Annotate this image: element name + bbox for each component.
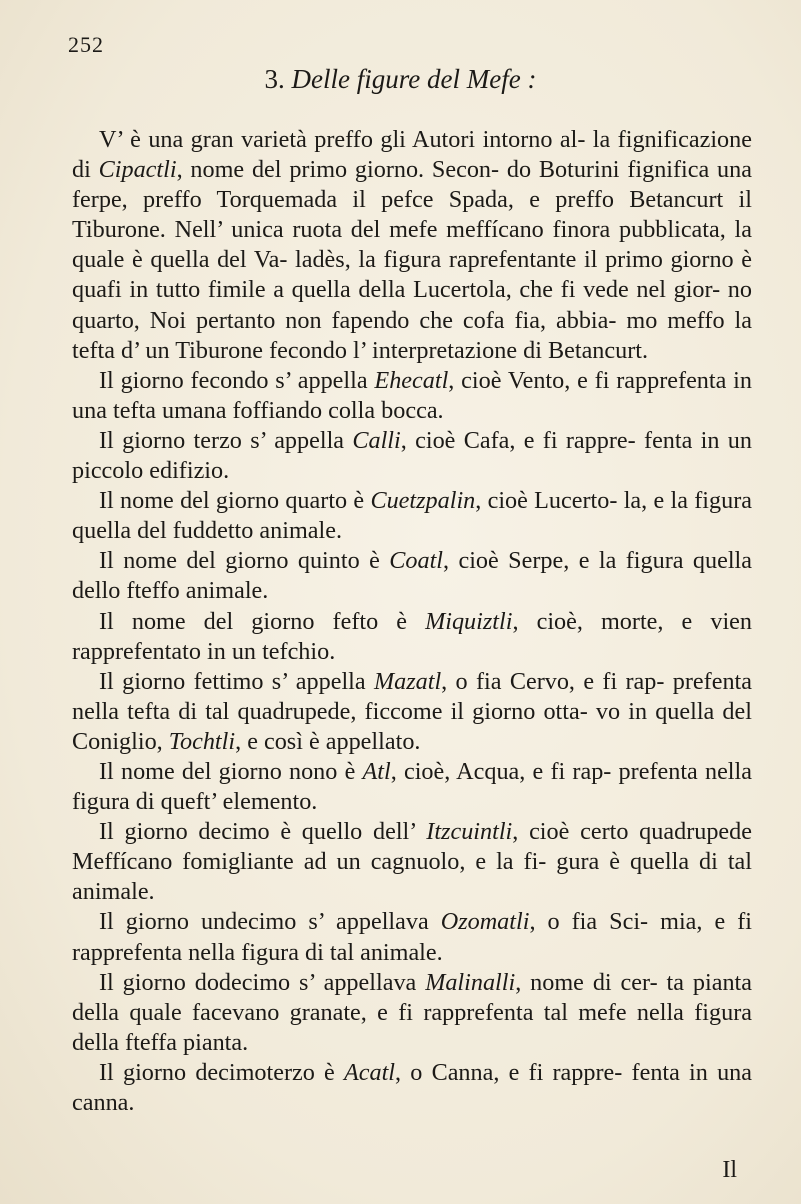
text-run: , cioè, Acqua, e fi rap- prefenta nella figura di queft’ elemento. bbox=[72, 757, 752, 816]
page-number: 252 bbox=[68, 32, 104, 57]
paragraph bbox=[72, 1058, 752, 1118]
paragraph bbox=[72, 546, 752, 606]
text-run: V’ è una gran varietà preffo gli Autori intorno al- la fignificazione di bbox=[72, 126, 752, 184]
text-run: Il giorno fettimo s’ appella bbox=[99, 667, 374, 695]
text-run: , cioè Vento, e fi rapprefenta in una tefta umana foffiando colla bocca. bbox=[72, 366, 752, 424]
paragraph bbox=[72, 125, 752, 366]
text-run: Il nome del giorno fefto è bbox=[99, 607, 426, 635]
section-number: 3. bbox=[264, 64, 285, 94]
text-run: , cioè Cafa, e fi rappre- fenta in un piccolo edifizio. bbox=[72, 426, 752, 485]
text-run: , cioè certo quadrupede Meffícano fomigliante ad un cagnuolo, e la fi- gura è quella di tal animale. bbox=[72, 818, 752, 906]
text-run: , o fia Sci- mia, e fi rapprefenta nella figura di tal animale. bbox=[72, 908, 752, 966]
nahuatl-term: Atl bbox=[362, 757, 391, 785]
paragraph bbox=[72, 426, 752, 486]
text-run: Il nome del giorno quinto è bbox=[99, 547, 390, 575]
text-run: , nome del primo giorno. Secon- do Boturini fignifica una ferpe, preffo Torquemada il pefce Spada, e preffo Betancurt il Tiburone. Nell’ unica ruota del mefe meffícano finora pubblicata, la quale è quella del Va- ladès, la figura raprefentante il primo giorno è quafi in tutto fimile a quella della Lucertola, che fi vede nel gior- no quarto, Noi pertanto non fapendo che cofa fia, abbia- mo meffo la tefta d’ un Tiburone fecondo l’ interpretazione di Betancurt. bbox=[72, 156, 752, 364]
nahuatl-term: Ehecatl bbox=[374, 366, 449, 394]
nahuatl-term: Tochtli bbox=[168, 727, 236, 755]
nahuatl-term: Malinalli bbox=[425, 968, 516, 996]
text-run: Il giorno terzo s’ appella bbox=[99, 426, 353, 454]
section-title: Delle figure del Mefe : bbox=[291, 64, 537, 94]
nahuatl-term: Coatl bbox=[389, 547, 444, 575]
text-run: , nome di cer- ta pianta della quale facevano granate, e fi rapprefenta tal mefe nella figura della fteffa pianta. bbox=[72, 968, 753, 1056]
nahuatl-term: Cipactli bbox=[98, 156, 177, 184]
text-run: , cioè Lucerto- la, e la figura quella del fuddetto animale. bbox=[72, 487, 752, 545]
text-run: , o Canna, e fi rappre- fenta in una canna. bbox=[72, 1058, 752, 1116]
paragraph bbox=[72, 817, 752, 907]
nahuatl-term: Acatl bbox=[343, 1058, 396, 1086]
nahuatl-term: Mazatl bbox=[373, 667, 442, 695]
text-run: Il giorno undecimo s’ appellava bbox=[99, 908, 441, 936]
text-run: Il nome del giorno nono è bbox=[99, 757, 363, 785]
text-run: Il nome del giorno quarto è bbox=[99, 487, 371, 515]
nahuatl-term: Itzcuintli bbox=[426, 818, 513, 846]
text-run: , o fia Cervo, e fi rap- prefenta nella tefta di tal quadrupede, ficcome il giorno otta- vo in quella del Coniglio, bbox=[72, 667, 752, 755]
paragraph bbox=[72, 607, 752, 667]
paragraph bbox=[72, 667, 752, 757]
text-run: Il giorno fecondo s’ appella bbox=[99, 366, 375, 394]
nahuatl-term: Cuetzpalin bbox=[370, 487, 476, 515]
text-run: Il giorno decimoterzo è bbox=[99, 1058, 344, 1086]
text-run: , cioè, morte, e vien rapprefentato in un tefchio. bbox=[72, 607, 752, 665]
paragraph bbox=[72, 968, 752, 1058]
paragraph bbox=[72, 486, 752, 546]
paragraph bbox=[72, 907, 752, 967]
catchword: Il bbox=[722, 1157, 737, 1183]
paragraph bbox=[72, 757, 752, 817]
paragraph bbox=[72, 366, 752, 426]
text-run: , cioè Serpe, e la figura quella dello fteffo animale. bbox=[72, 547, 752, 605]
nahuatl-term: Miquiztli bbox=[425, 607, 513, 635]
nahuatl-term: Ozomatli bbox=[440, 908, 530, 936]
body-text bbox=[72, 125, 752, 1118]
section-heading bbox=[0, 64, 801, 95]
text-run: Il giorno decimo è quello dell’ bbox=[99, 818, 427, 846]
nahuatl-term: Calli bbox=[352, 426, 401, 454]
text-run: , e così è appellato. bbox=[235, 727, 421, 755]
text-run: Il giorno dodecimo s’ appellava bbox=[99, 968, 426, 996]
